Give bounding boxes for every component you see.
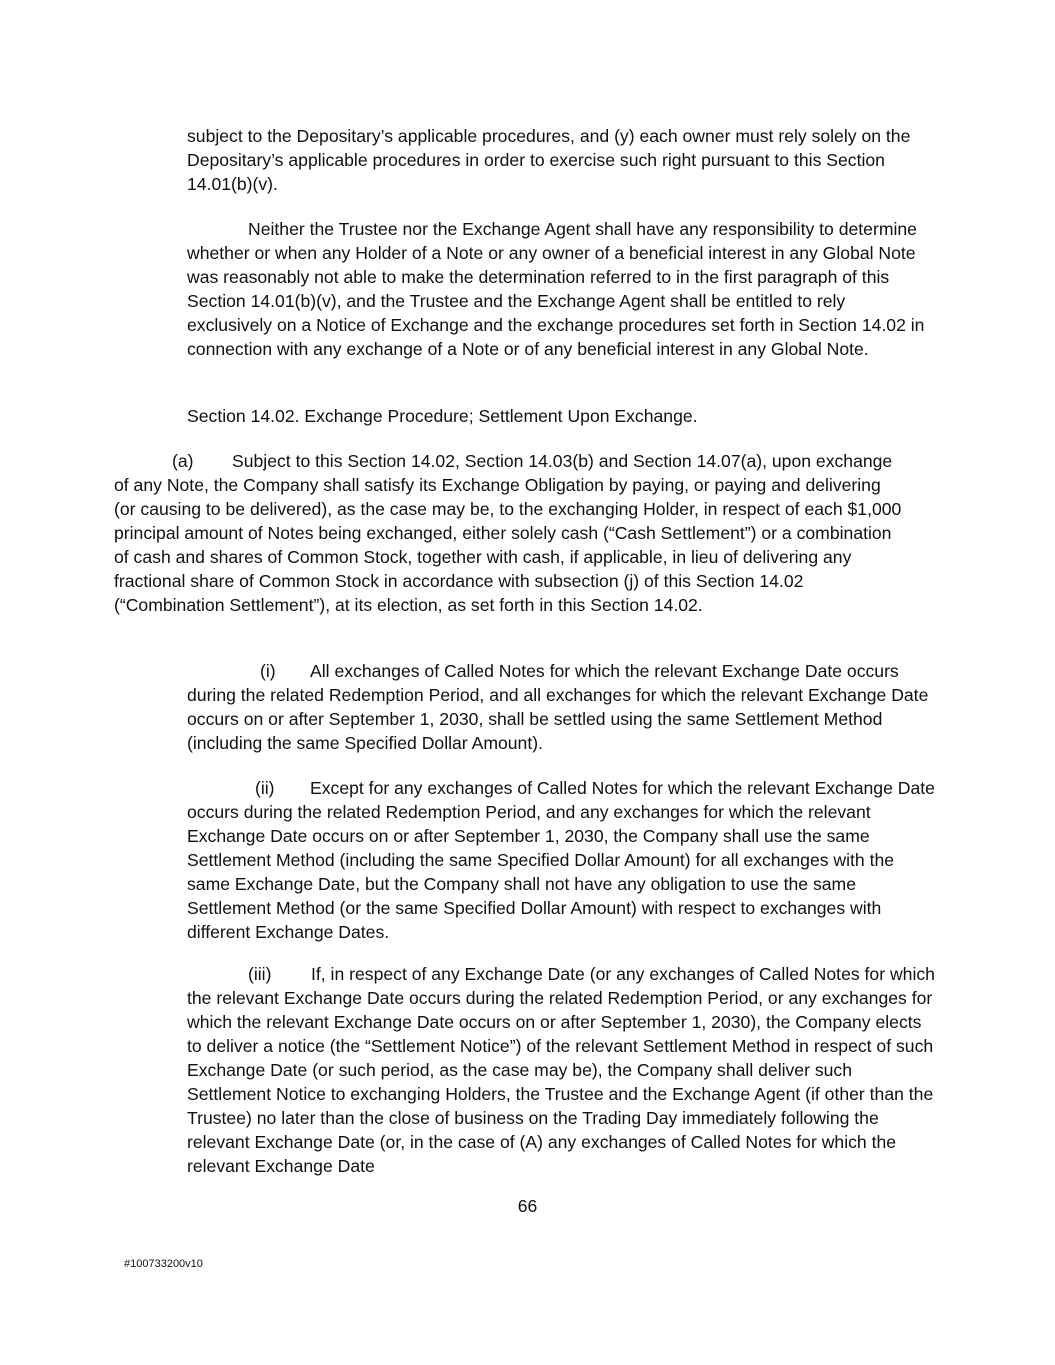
paragraph-i bbox=[187, 659, 935, 755]
paragraph-a bbox=[114, 449, 904, 617]
paragraph-iii bbox=[187, 962, 935, 1178]
paragraph-iii-text: If, in respect of any Exchange Date (or any exchanges of Called Notes for which the relevant Exchange Date occurs during the related Redemption Period, or any exchanges for which the relevant Exchange Date occurs on or after September 1, 2030), the Company elects to deliver a notice (the “Settlement Notice”) of the relevant Settlement Method in respect of such Exchange Date (or such period, as the case may be), the Company shall deliver such Settlement Notice to exchanging Holders, the Trustee and the Exchange Agent (if other than the Trustee) no later than the close of business on the Trading Day immediately following the relevant Exchange Date (or, in the case of (A) any exchanges of Called Notes for which the relevant Exchange Date bbox=[187, 964, 935, 1176]
paragraph-a-label: (a) bbox=[172, 451, 194, 471]
paragraph-iii-label: (iii) bbox=[248, 964, 272, 984]
page-number: 66 bbox=[517, 1196, 538, 1216]
paragraph-ii-text: Except for any exchanges of Called Notes for which the relevant Exchange Date occurs during the related Redemption Period, and any exchanges for which the relevant Exchange Date occurs on or after September 1, 2030, the Company shall use the same Settlement Method (including the same Specified Dollar Amount) for all exchanges with the same Exchange Date, but the Company shall not have any obligation to use the same Settlement Method (or the same Specified Dollar Amount) with respect to exchanges with different Exchange Dates. bbox=[187, 778, 935, 942]
paragraph-i-label: (i) bbox=[260, 661, 276, 681]
paragraph-ii-label: (ii) bbox=[255, 778, 275, 798]
paragraph-i-text: All exchanges of Called Notes for which the relevant Exchange Date occurs during the related Redemption Period, and all exchanges for which the relevant Exchange Date occurs on or after September 1, 2030, shall be settled using the same Settlement Method (including the same Specified Dollar Amount). bbox=[187, 661, 929, 753]
paragraph-a-text: Subject to this Section 14.02, Section 14.03(b) and Section 14.07(a), upon exchange of any Note, the Company shall satisfy its Exchange Obligation by paying, or paying and delivering (or causing to be delivered), as the case may be, to the exchanging Holder, in respect of each $1,000 principal amount of Notes being exchanged, either solely cash (“Cash Settlement”) or a combination of cash and shares of Common Stock, together with cash, if applicable, in lieu of delivering any fractional share of Common Stock in accordance with subsection (j) of this Section 14.02 (“Combination Settlement”), at its election, as set forth in this Section 14.02. bbox=[114, 451, 902, 615]
paragraph-trustee-responsibility: Neither the Trustee nor the Exchange Agent shall have any responsibility to determine whether or when any Holder of a Note or any owner of a beneficial interest in any Global Note was reasonably not able to make the determination referred to in the first paragraph of this Section 14.01(b)(v), and the Trustee and the Exchange Agent shall be entitled to rely exclusively on a Notice of Exchange and the exchange procedures set forth in Section 14.02 in connection with any exchange of a Note or of any beneficial interest in any Global Note. bbox=[187, 219, 925, 359]
paragraph-continued: subject to the Depositary’s applicable procedures, and (y) each owner must rely solely on the Depositary’s applicable procedures in order to exercise such right pursuant to this Section 14.01(b)(v). bbox=[187, 126, 911, 194]
document-id: #100733200v10 bbox=[124, 1258, 203, 1270]
paragraph-ii bbox=[187, 776, 935, 944]
section-heading: Section 14.02. Exchange Procedure; Settlement Upon Exchange. bbox=[187, 406, 698, 426]
